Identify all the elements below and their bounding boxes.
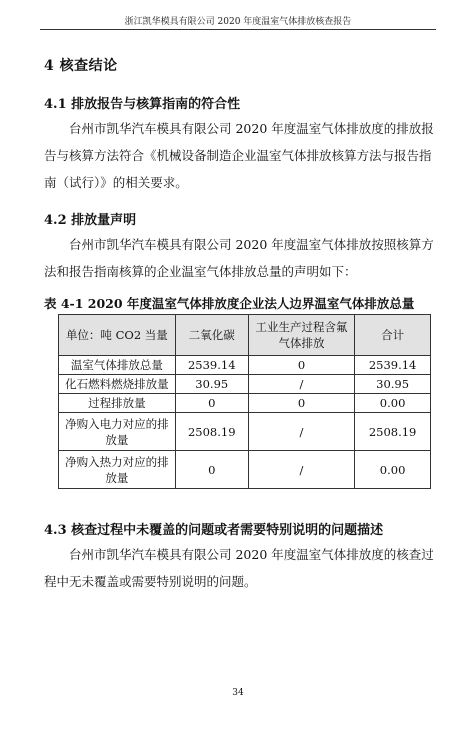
table-cell: /: [248, 375, 354, 394]
row-label: 化石燃料燃烧排放量: [59, 375, 176, 394]
table-row: [59, 375, 431, 394]
emissions-table: [58, 314, 431, 489]
page-number: 34: [232, 688, 244, 698]
column-header: 二氧化碳: [175, 315, 248, 356]
running-header: 浙江凯华模具有限公司 2020 年度温室气体排放核查报告: [124, 17, 352, 27]
column-header: 工业生产过程含氟气体排放: [248, 315, 354, 356]
section-heading-4-1: 4.1 排放报告与核算指南的符合性: [44, 97, 241, 112]
table-cell: 0: [248, 356, 354, 375]
column-header: 合计: [355, 315, 431, 356]
table-cell: 2508.19: [355, 413, 431, 451]
table-cell: 2539.14: [355, 356, 431, 375]
header-divider: [40, 29, 436, 30]
table-cell: 2508.19: [175, 413, 248, 451]
table-row: [59, 413, 431, 451]
table-cell: 0: [175, 394, 248, 413]
table-row: [59, 394, 431, 413]
table-cell: /: [248, 413, 354, 451]
row-label: 温室气体排放总量: [59, 356, 176, 375]
table-header-row: [59, 315, 431, 356]
table-cell: 0: [175, 451, 248, 489]
section-heading-4: 4 核查结论: [44, 58, 118, 74]
section-heading-4-2: 4.2 排放量声明: [44, 213, 137, 228]
row-label: 过程排放量: [59, 394, 176, 413]
paragraph-4-2: 台州市凯华汽车模具有限公司 2020 年度温室气体排放按照核算方法和报告指南核算的企业温室气体排放总量的声明如下：: [44, 237, 434, 279]
row-label: 净购入热力对应的排放量: [59, 451, 176, 489]
table-cell: /: [248, 451, 354, 489]
paragraph-4-3: 台州市凯华汽车模具有限公司 2020 年度温室气体排放度的核查过程中无未覆盖或需要特别说明的问题。: [44, 547, 434, 589]
table-caption: 表 4-1 2020 年度温室气体排放度企业法人边界温室气体排放总量: [44, 296, 415, 311]
row-label: 净购入电力对应的排放量: [59, 413, 176, 451]
section-heading-4-3: 4.3 核查过程中未覆盖的问题或者需要特别说明的问题描述: [44, 523, 384, 538]
table-cell: 30.95: [355, 375, 431, 394]
column-header: 单位：吨 CO2 当量: [59, 315, 176, 356]
table-cell: 30.95: [175, 375, 248, 394]
table-row: [59, 356, 431, 375]
table-row: [59, 451, 431, 489]
table-cell: 0.00: [355, 394, 431, 413]
paragraph-4-1: 台州市凯华汽车模具有限公司 2020 年度温室气体排放度的排放报告与核算方法符合《机械设备制造企业温室气体排放核算方法与报告指南（试行）》的相关要求。: [44, 121, 434, 190]
table-cell: 2539.14: [175, 356, 248, 375]
table-cell: 0: [248, 394, 354, 413]
table-cell: 0.00: [355, 451, 431, 489]
